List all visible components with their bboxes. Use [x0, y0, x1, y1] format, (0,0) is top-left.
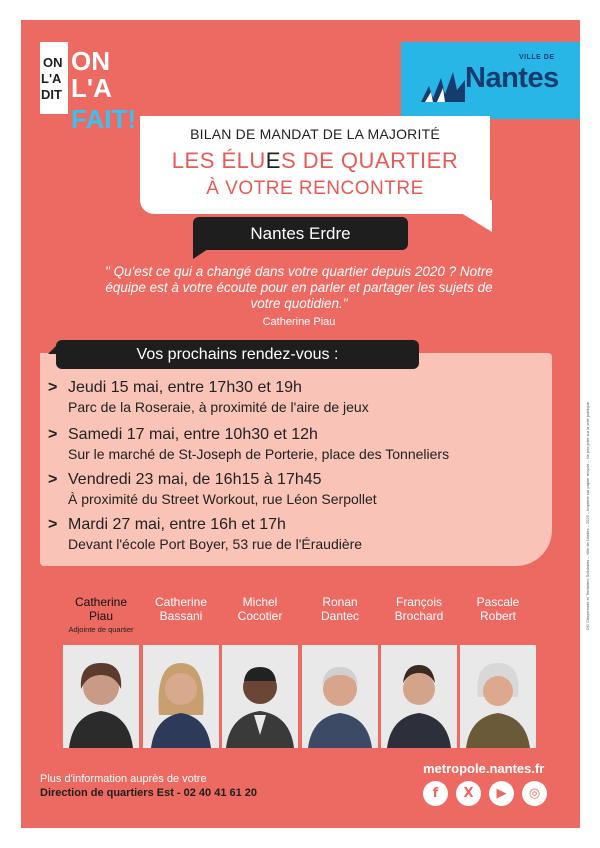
facebook-icon[interactable]: f — [423, 781, 448, 806]
footer-info: Plus d'information auprès de votre — [40, 773, 207, 785]
rdv-date: Jeudi 15 mai, entre 17h30 et 19h — [68, 379, 302, 396]
rdv-heading: Vos prochains rendez-vous : — [136, 346, 339, 363]
rdv-item — [48, 470, 548, 508]
portrait-photo — [143, 645, 219, 748]
quote-author: Catherine Piau — [262, 316, 336, 328]
rdv-item — [48, 515, 548, 553]
logo-white-block — [40, 42, 68, 114]
district-name: Nantes Erdre — [250, 224, 351, 243]
person-last-name: Dantec — [320, 609, 360, 623]
title-line-1 — [140, 148, 490, 174]
chevron-right-icon: > — [48, 379, 58, 396]
person-role: Adjointe de quartier — [68, 625, 134, 634]
title-bubble — [140, 116, 490, 214]
logo-fait: FAIT! — [71, 104, 136, 134]
portrait-photo — [460, 645, 536, 748]
website-link[interactable]: metropole.nantes.fr — [423, 761, 545, 776]
chevron-right-icon: > — [48, 426, 58, 443]
logo-la-big: L'A — [71, 73, 112, 103]
footer-contact: Direction de quartiers Est - 02 40 41 61 20 — [40, 787, 258, 799]
instagram-icon[interactable]: ◎ — [522, 781, 547, 806]
person-first-name: François — [395, 595, 442, 609]
title-part-b: E — [265, 148, 281, 173]
rdv-item — [48, 378, 548, 416]
title-line-2: À VOTRE RENCONTRE — [206, 178, 424, 199]
person-last-name: Piau — [88, 609, 114, 623]
title-part-a: LES ÉLU — [171, 148, 266, 173]
portrait-photo — [302, 645, 378, 748]
x-icon[interactable]: X — [456, 781, 481, 806]
title-part-c: S DE QUARTIER — [280, 148, 459, 173]
logo-on-big: ON — [71, 46, 110, 76]
title-subtitle: BILAN DE MANDAT DE LA MAJORITÉ — [190, 126, 440, 142]
youtube-icon[interactable]: ▶ — [489, 781, 514, 806]
chevron-right-icon: > — [48, 516, 58, 533]
person-name — [459, 595, 537, 623]
person-name — [380, 595, 458, 623]
person-name — [221, 595, 299, 623]
person-first-name: Catherine — [74, 595, 128, 609]
rdv-heading-box — [56, 340, 419, 369]
portrait-photo — [222, 645, 298, 748]
person-last-name: Robert — [479, 609, 517, 623]
rdv-place: Devant l'école Port Boyer, 53 rue de l'Éraudière — [68, 536, 363, 552]
district-label — [193, 217, 408, 250]
person-first-name: Catherine — [154, 595, 208, 609]
person-first-name: Pascale — [476, 595, 520, 609]
logo-dark-block — [68, 42, 138, 150]
rdv-item — [48, 425, 548, 463]
rdv-place: Sur le marché de St-Joseph de Porterie, place des Tonneliers — [68, 446, 450, 462]
title-bubble-tail — [440, 200, 492, 232]
side-legal-note — [585, 300, 597, 630]
person-last-name: Bassani — [159, 609, 203, 623]
rdv-place: Parc de la Roseraie, à proximité de l'aire de jeux — [68, 399, 369, 415]
rdv-place: À proximité du Street Workout, rue Léon Serpollet — [68, 491, 377, 507]
on-la-dit-logo — [40, 42, 138, 150]
chevron-right-icon: > — [48, 471, 58, 488]
person-first-name: Ronan — [322, 595, 358, 609]
logo-dit: DIT — [41, 87, 62, 102]
rdv-date: Vendredi 23 mai, de 16h15 à 17h45 — [68, 471, 322, 488]
quote-text: " Qu'est ce qui a changé dans votre quartier depuis 2020 ? Notre équipe est à votre écoute pour en parler et partager les sujets de votre quotidien." — [105, 264, 493, 311]
person-first-name: Michel — [242, 595, 278, 609]
person-name — [142, 595, 220, 623]
person-name — [301, 595, 379, 623]
person-last-name: Cocotier — [237, 609, 283, 623]
district-tail — [193, 247, 211, 259]
logo-on-small: ON — [43, 55, 63, 70]
portrait-photo — [381, 645, 457, 748]
person-last-name: Brochard — [394, 609, 444, 623]
portrait-photo — [63, 645, 139, 748]
logo-la-small: L'A — [41, 71, 62, 86]
rdv-date: Samedi 17 mai, entre 10h30 et 12h — [68, 426, 318, 443]
ville-de-label: VILLE DE — [519, 54, 555, 61]
rdv-date: Mardi 27 mai, entre 16h et 17h — [68, 516, 286, 533]
person-name — [62, 595, 140, 623]
nantes-wordmark: Nantes — [465, 62, 559, 94]
side-legal-text: DG Citoyenneté et Territoires Solidaires – Ville de Nantes – 2025 – Imprimé sur papier recyclé – Ne pas jeter sur la voie publique — [585, 402, 590, 630]
ville-de-nantes-logo — [401, 42, 580, 119]
